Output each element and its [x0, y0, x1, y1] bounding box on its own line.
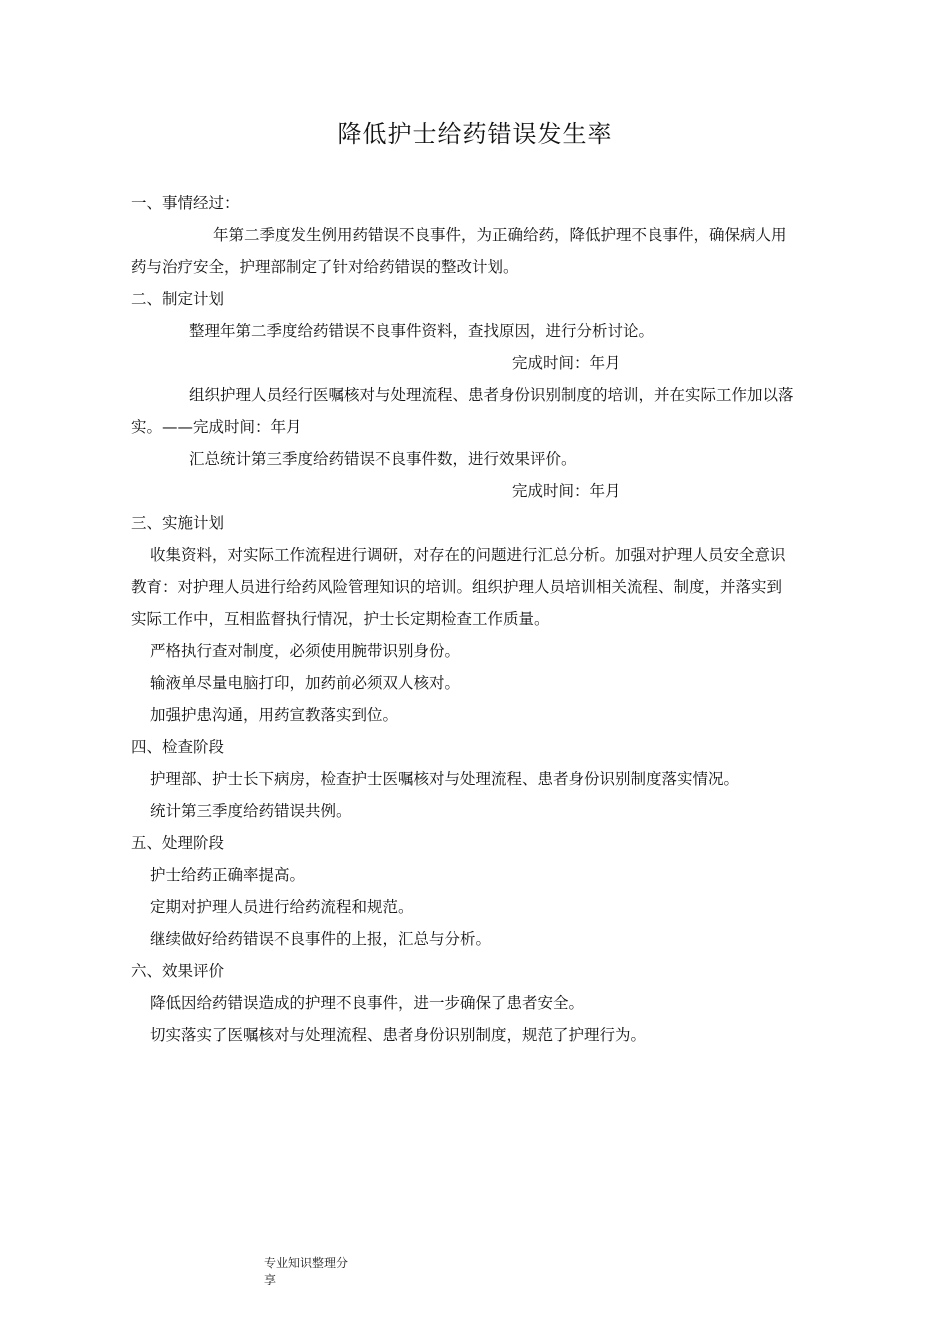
section-3-paragraph-line-1: 收集资料，对实际工作流程进行调研，对存在的问题进行汇总分析。加强对护理人员安全意识 — [150, 546, 786, 564]
section-2-item-1-completion: 完成时间：年月 — [512, 354, 621, 372]
section-2-item-3-completion: 完成时间：年月 — [512, 482, 621, 500]
section-1-paragraph-line-2: 药与治疗安全，护理部制定了针对给药错误的整改计划。 — [131, 258, 519, 276]
section-3-item-2: 输液单尽量电脑打印，加药前必须双人核对。 — [150, 674, 461, 692]
section-6-item-1: 降低因给药错误造成的护理不良事件，进一步确保了患者安全。 — [150, 994, 585, 1012]
section-6-heading: 六、效果评价 — [131, 962, 225, 980]
footer-line-1: 专业知识整理分 — [264, 1256, 349, 1270]
section-2-item-3: 汇总统计第三季度给药错误不良事件数，进行效果评价。 — [189, 450, 577, 468]
section-2-item-1: 整理年第二季度给药错误不良事件资料，查找原因，进行分析讨论。 — [189, 322, 655, 340]
page-footer — [264, 1255, 364, 1289]
section-2-item-2-line-2: 实。——完成时间：年月 — [131, 418, 302, 436]
section-4-item-2: 统计第三季度给药错误共例。 — [150, 802, 352, 820]
footer-line-2: 享 — [264, 1273, 277, 1287]
section-1-paragraph-line-1: 年第二季度发生例用药错误不良事件，为正确给药，降低护理不良事件，确保病人用 — [213, 226, 787, 244]
section-3-item-1: 严格执行查对制度，必须使用腕带识别身份。 — [150, 642, 461, 660]
section-3-item-3: 加强护患沟通，用药宣教落实到位。 — [150, 706, 399, 724]
section-3-paragraph-line-3: 实际工作中，互相监督执行情况，护士长定期检查工作质量。 — [131, 610, 550, 628]
section-5-item-2: 定期对护理人员进行给药流程和规范。 — [150, 898, 414, 916]
section-2-item-2-line-1: 组织护理人员经行医嘱核对与处理流程、患者身份识别制度的培训，并在实际工作加以落 — [189, 386, 794, 404]
section-3-paragraph-line-2: 教育：对护理人员进行给药风险管理知识的培训。组织护理人员培训相关流程、制度，并落实到 — [131, 578, 783, 596]
document-title: 降低护士给药错误发生率 — [337, 120, 613, 148]
section-4-item-1: 护理部、护士长下病房，检查护士医嘱核对与处理流程、患者身份识别制度落实情况。 — [150, 770, 740, 788]
section-3-heading: 三、实施计划 — [131, 514, 225, 532]
section-5-item-1: 护士给药正确率提高。 — [150, 866, 306, 884]
section-5-item-3: 继续做好给药错误不良事件的上报，汇总与分析。 — [150, 930, 492, 948]
section-5-heading: 五、处理阶段 — [131, 834, 225, 852]
section-4-heading: 四、检查阶段 — [131, 738, 225, 756]
section-1-heading: 一、事情经过： — [131, 194, 240, 212]
section-6-item-2: 切实落实了医嘱核对与处理流程、患者身份识别制度，规范了护理行为。 — [150, 1026, 647, 1044]
section-2-heading: 二、制定计划 — [131, 290, 225, 308]
